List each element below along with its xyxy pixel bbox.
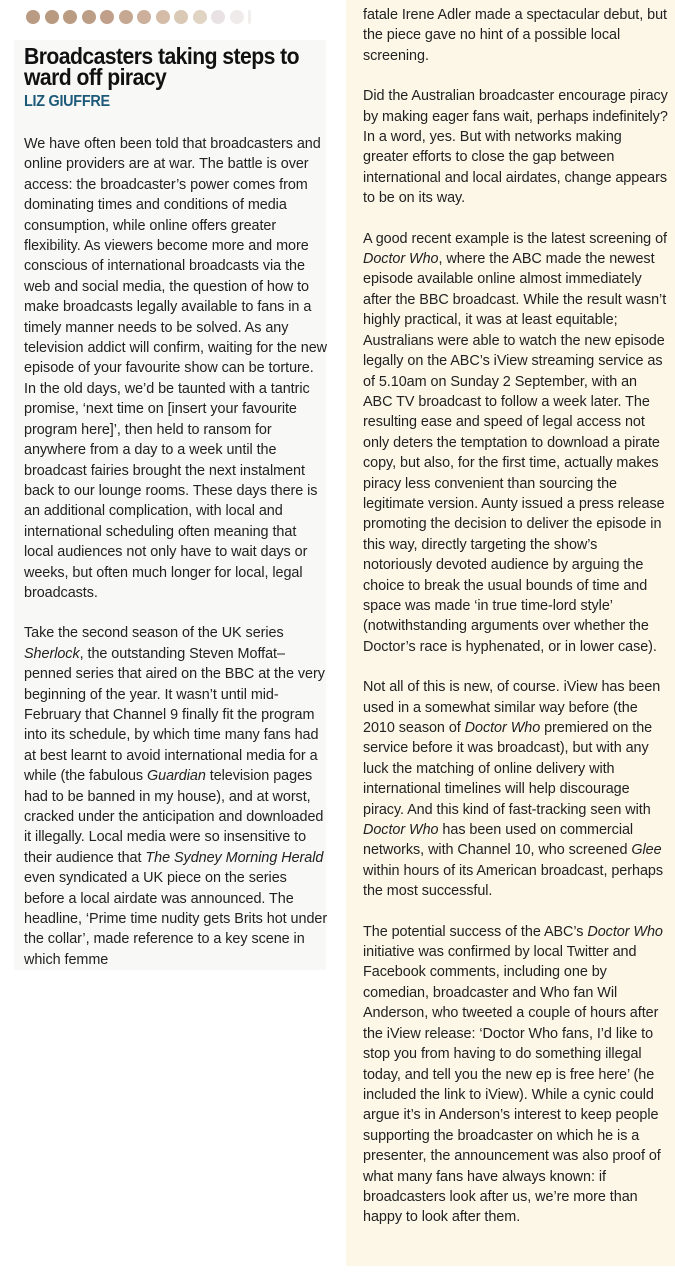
paragraph-text: The potential success of the ABC’s (363, 923, 588, 940)
decorative-dot (137, 10, 151, 24)
right-column (346, 0, 675, 1266)
paragraph-text: has been used on commercial networks, with Channel 10, who screened (363, 822, 634, 859)
decorative-dot (26, 10, 40, 24)
article-paragraph (363, 229, 668, 658)
article-paragraph (24, 134, 329, 603)
paragraph-text: even syndicated a UK piece on the series before a local airdate was announced. The headline, ‘Prime time nudity gets Brits hot under the collar’, made reference to a key scene in which femme (24, 870, 328, 968)
italic-title: Guardian (147, 768, 206, 785)
left-column (14, 40, 326, 970)
decorative-dot (82, 10, 96, 24)
paragraph-text: A good recent example is the latest screening of (363, 230, 667, 247)
paragraph-text: We have often been told that broadcasters and online providers are at war. The battle is over access: the broadcaster’s power comes from dominating times and conditions of media consumption, while online offers greater flexibility. As viewers become more and more conscious of international broadcasts via the web and social media, the question of how to make broadcasts legally available to fans in a timely manner needs to be solved. As any television addict will confirm, waiting for the new episode of your favourite show can be torture. In the old days, we’d be taunted with a tantric promise, ‘next time on [insert your favourite program here]’, then held to ransom for anywhere from a day to a week until the broadcast fairies brought the next instalment back to our lounge rooms. These days there is an additional complication, with local and international scheduling often meaning that local audiences not only have to wait days or weeks, but often much longer for local, legal broadcasts. (24, 136, 327, 601)
author-byline: LIZ GIUFFRE (24, 93, 110, 110)
decorative-dot (248, 10, 251, 24)
article-headline: Broadcasters taking steps to ward off piracy (24, 43, 300, 90)
italic-title: Doctor Who (464, 720, 541, 736)
paragraph-text: , where the ABC made the newest episode available online almost immediately after the BBC broadcast. While the result wasn’t highly practical, it was at least equitable; Australians were able to watch the new episode legally on the ABC’s iView streaming service as of 5.10am on Sunday 2 September, with an ABC TV broadcast to follow a week later. The resulting ease and speed of legal access not only deters the temptation to download a pirate copy, but also, for the first time, actually makes piracy less convenient than sourcing the legitimate version. Aunty issued a press release promoting the decision to deliver the episode in this way, directly targeting the show’s notoriously devoted audience by arguing the choice to break the usual bounds of time and space was made ‘in true time-lord style’ (notwithstanding arguments over whether the Doctor’s race is hyphenated, or in lower case). (363, 251, 667, 655)
italic-title: Doctor Who (363, 822, 439, 839)
left-column-body (24, 134, 329, 990)
decorative-dot (119, 10, 133, 24)
article-paragraph (363, 5, 668, 66)
article-paragraph (363, 922, 668, 1228)
decorative-dot (45, 10, 59, 24)
paragraph-text: television pages had to be banned in my house), and at worst, cracked under the anticipation and downloaded it illegally. Local media were so insensitive to their audience that (24, 768, 324, 866)
italic-title: Doctor Who (363, 251, 439, 268)
paragraph-text: Not all of this is new, of course. iView has been used in a somewhat similar way before (the 2010 season of (363, 679, 661, 736)
right-column-body (363, 5, 668, 1248)
italic-title: Glee (631, 842, 662, 859)
decorative-dot-row (26, 10, 251, 24)
decorative-dot (230, 10, 244, 24)
paragraph-text: fatale Irene Adler made a spectacular debut, but the piece gave no hint of a possible local screening. (363, 7, 667, 64)
decorative-dot (174, 10, 188, 24)
italic-title: Sherlock (24, 645, 80, 662)
paragraph-text: premiered on the service before it was broadcast), but with any luck the matching of online delivery with international timelines will help discourage piracy. And this kind of fast-tracking seen with (363, 720, 653, 818)
italic-title: Doctor Who (587, 923, 663, 940)
paragraph-text: , the outstanding Steven Moffat–penned series that aired on the BBC at the very beginning of the year. It wasn’t until mid-February that Channel 9 finally fit the program into its schedule, by which time many fans had at best learnt to avoid international media for a while (the fabulous (24, 645, 325, 785)
decorative-dot (63, 10, 77, 24)
paragraph-text: within hours of its American broadcast, perhaps the most successful. (363, 862, 664, 900)
article-header (24, 43, 324, 111)
article-paragraph (363, 86, 668, 208)
decorative-dot (156, 10, 170, 24)
article-paragraph (363, 677, 668, 901)
paragraph-text: Did the Australian broadcaster encourage piracy by making eager fans wait, perhaps indefinitely? In a word, yes. But with networks making greater efforts to close the gap between international and local airdates, change appears to be on its way. (363, 88, 668, 207)
article-paragraph (24, 623, 329, 970)
paragraph-text: Take the second season of the UK series (24, 625, 284, 642)
italic-title: The Sydney Morning Herald (145, 849, 324, 866)
decorative-dot (211, 10, 225, 24)
paragraph-text: initiative was confirmed by local Twitter and Facebook comments, including one by comedian, broadcaster and Who fan Wil Anderson, who tweeted a couple of hours after the iView release: ‘Doctor Who fans, I’d like to stop you from having to do something illegal today, and tell you the new ep is free here’ (he included the link to iView). While a cynic could argue it’s in Anderson’s interest to keep people supporting the broadcaster on which he is a presenter, the announcement was also proof of what many fans have always known: if broadcasters look after us, we’re more than happy to look after them. (363, 944, 661, 1226)
decorative-dot (100, 10, 114, 24)
decorative-dot (193, 10, 207, 24)
